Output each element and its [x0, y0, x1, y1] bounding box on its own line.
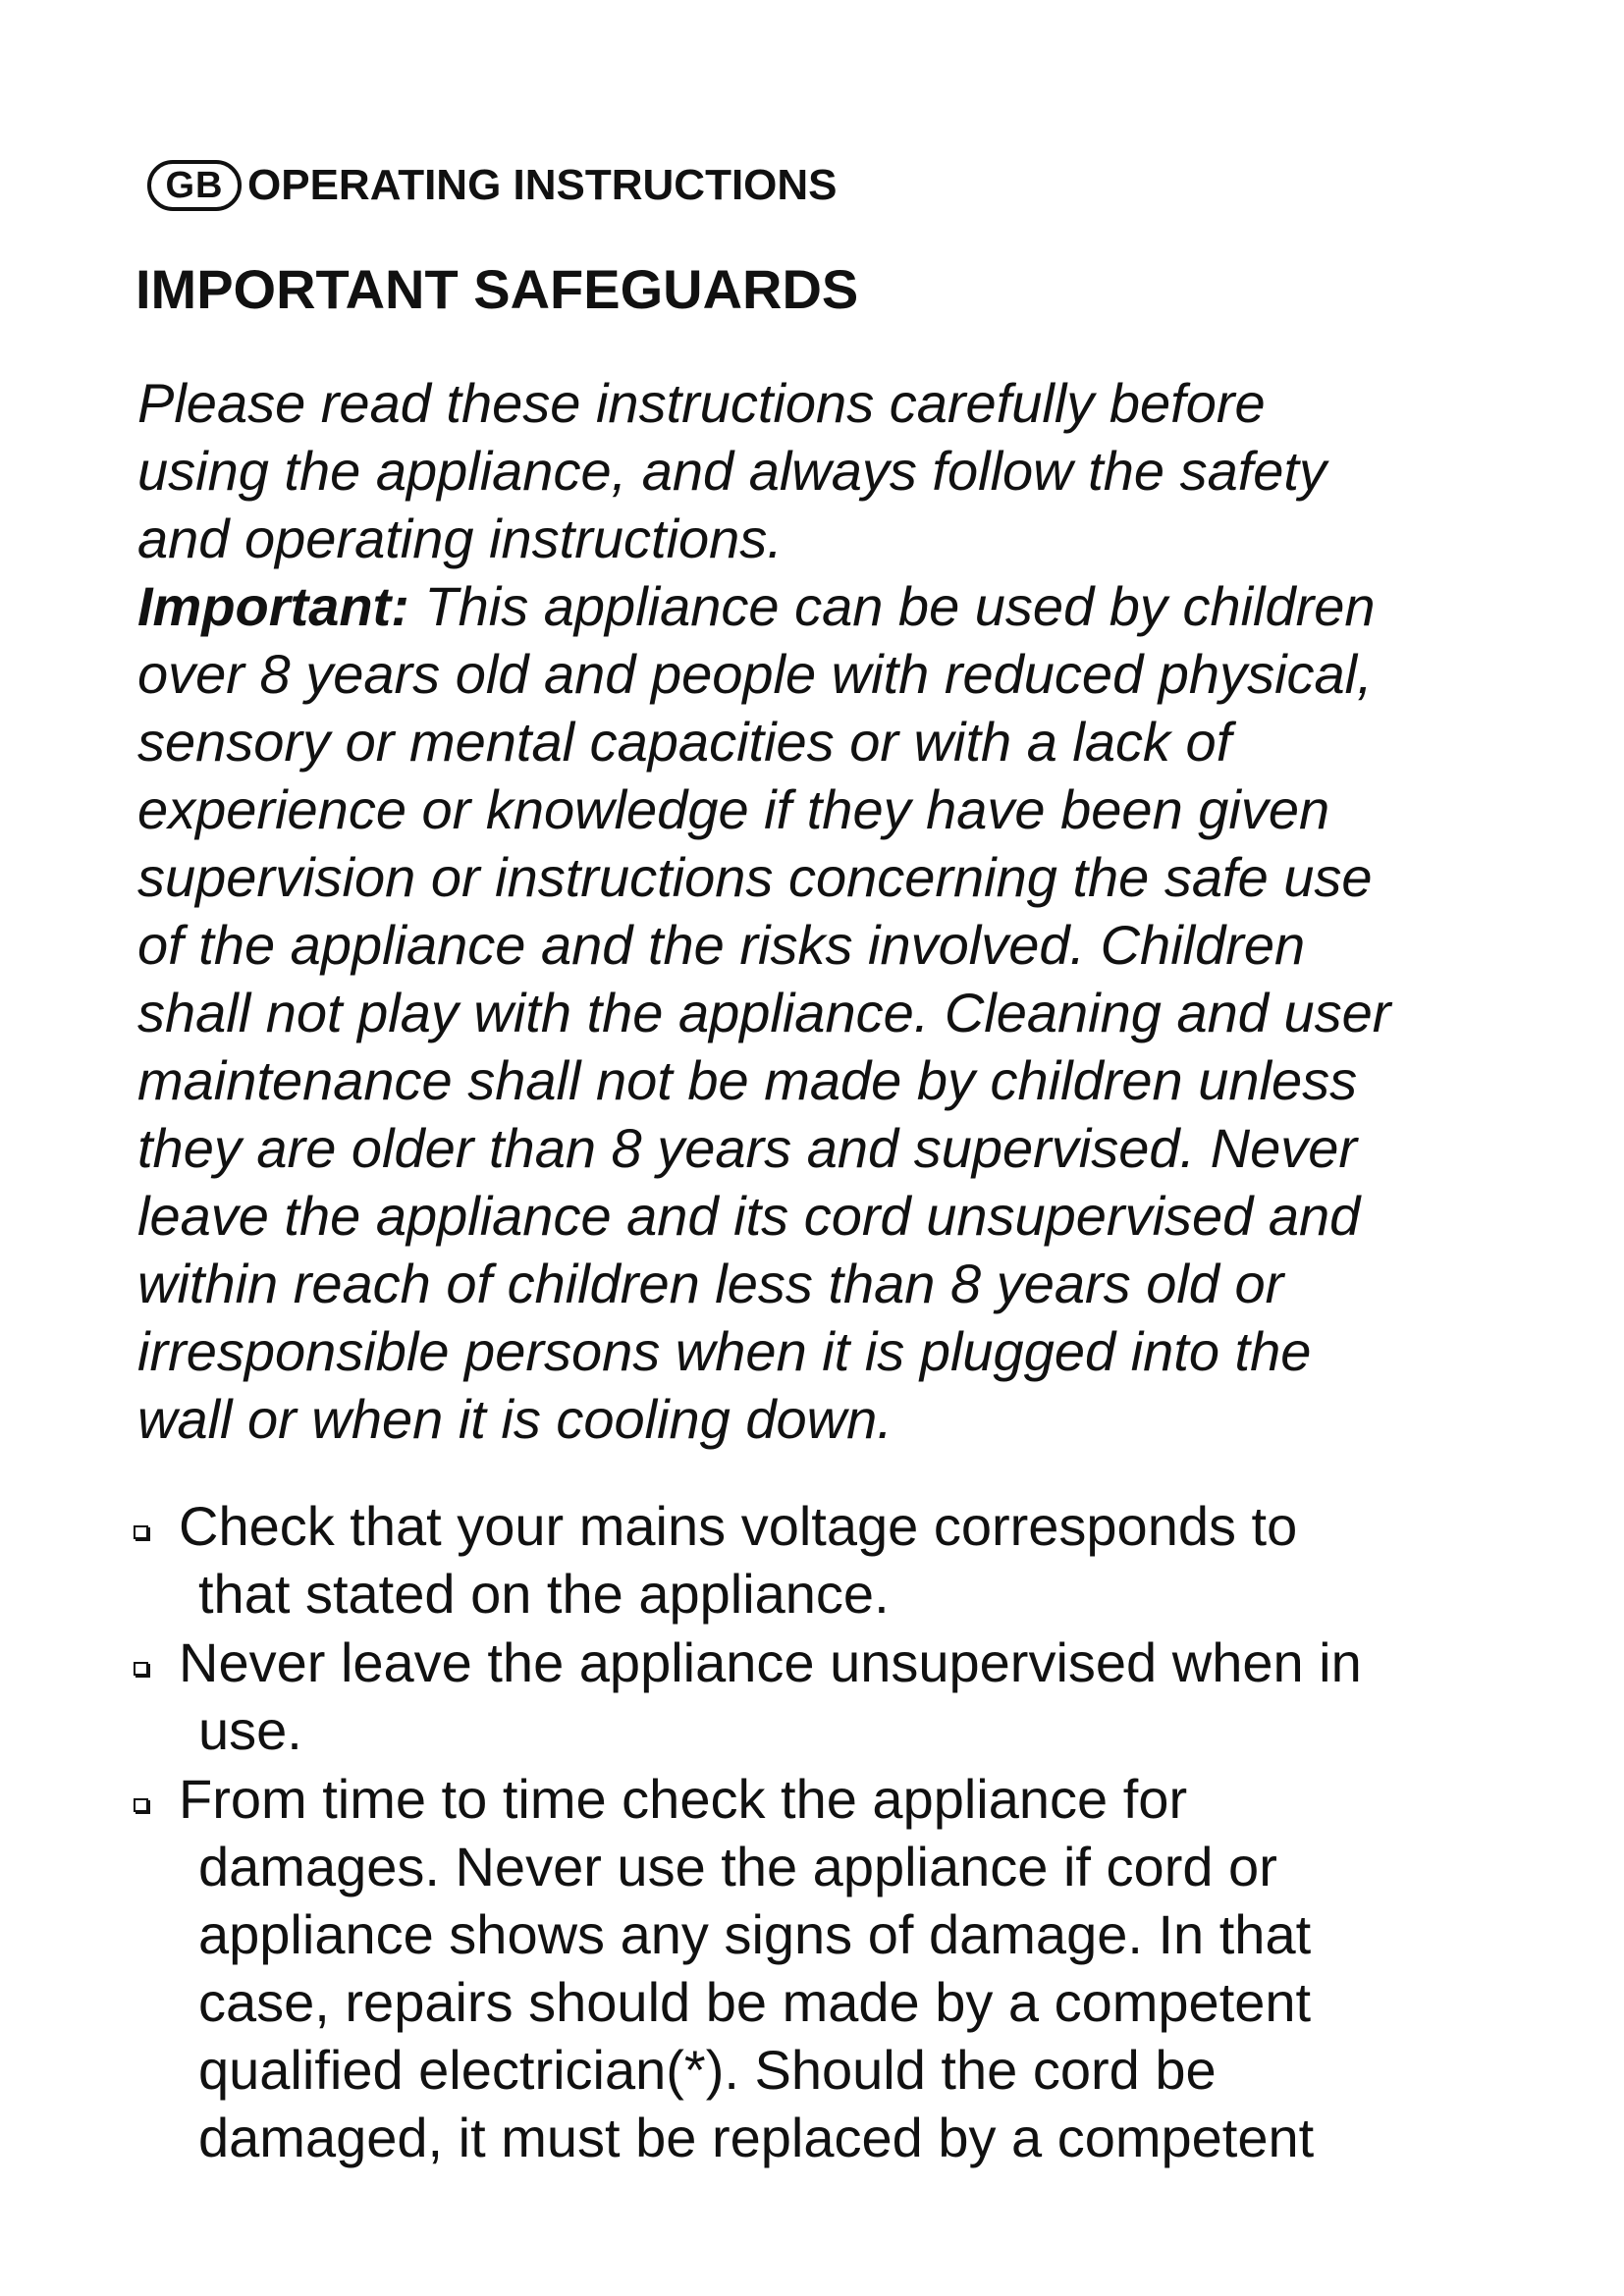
- list-item-line: damages. Never use the appliance if cord or: [198, 1836, 1277, 1897]
- important-line: maintenance shall not be made by children unless: [137, 1049, 1358, 1111]
- important-first-line: [137, 572, 1512, 640]
- checkbox-bullet-icon: [134, 1662, 148, 1676]
- important-line: over 8 years old and people with reduced physical,: [137, 643, 1373, 705]
- important-line: wall or when it is cooling down.: [137, 1388, 893, 1450]
- safeguard-list: [128, 1492, 1522, 2172]
- document-header: [147, 157, 838, 214]
- list-item-line: appliance shows any signs of damage. In that: [198, 1903, 1312, 1965]
- important-line: they are older than 8 years and supervised. Never: [137, 1117, 1358, 1179]
- country-badge: GB: [147, 160, 242, 211]
- intro-line: Please read these instructions carefully before: [137, 372, 1266, 434]
- list-item: [128, 1492, 1522, 1628]
- important-line: irresponsible persons when it is plugged into the: [137, 1320, 1312, 1382]
- important-line: of the appliance and the risks involved. Children: [137, 914, 1306, 976]
- list-item-line: From time to time check the appliance for: [179, 1768, 1188, 1830]
- list-item-line: that stated on the appliance.: [198, 1563, 890, 1625]
- list-item-line: case, repairs should be made by a competent: [198, 1971, 1312, 2033]
- important-line: supervision or instructions concerning the safe use: [137, 846, 1373, 908]
- important-line: experience or knowledge if they have been given: [137, 778, 1330, 840]
- important-line: within reach of children less than 8 years old or: [137, 1253, 1284, 1314]
- list-item-line: qualified electrician(*). Should the cord be: [198, 2039, 1217, 2101]
- intro-line: and operating instructions.: [137, 507, 783, 569]
- list-item-line: Never leave the appliance unsupervised when in: [179, 1631, 1362, 1693]
- header-title: OPERATING INSTRUCTIONS: [247, 161, 838, 209]
- important-label: Important:: [137, 575, 409, 637]
- list-item-line: use.: [198, 1699, 302, 1761]
- list-item-line: Check that your mains voltage corresponds to: [179, 1495, 1298, 1557]
- list-item-line: damaged, it must be replaced by a competent: [198, 2107, 1315, 2168]
- checkbox-bullet-icon: [134, 1525, 148, 1539]
- section-heading: IMPORTANT SAFEGUARDS: [135, 258, 859, 320]
- important-text: This appliance can be used by children: [408, 575, 1376, 637]
- list-item: [128, 1629, 1522, 1764]
- important-line: shall not play with the appliance. Cleaning and user: [137, 982, 1391, 1043]
- list-item: [128, 1765, 1522, 2171]
- important-line: sensory or mental capacities or with a lack of: [137, 711, 1232, 773]
- intro-paragraph: [137, 369, 1512, 1453]
- important-line: leave the appliance and its cord unsupervised and: [137, 1185, 1361, 1247]
- intro-line: using the appliance, and always follow the safety: [137, 440, 1326, 502]
- checkbox-bullet-icon: [134, 1798, 148, 1812]
